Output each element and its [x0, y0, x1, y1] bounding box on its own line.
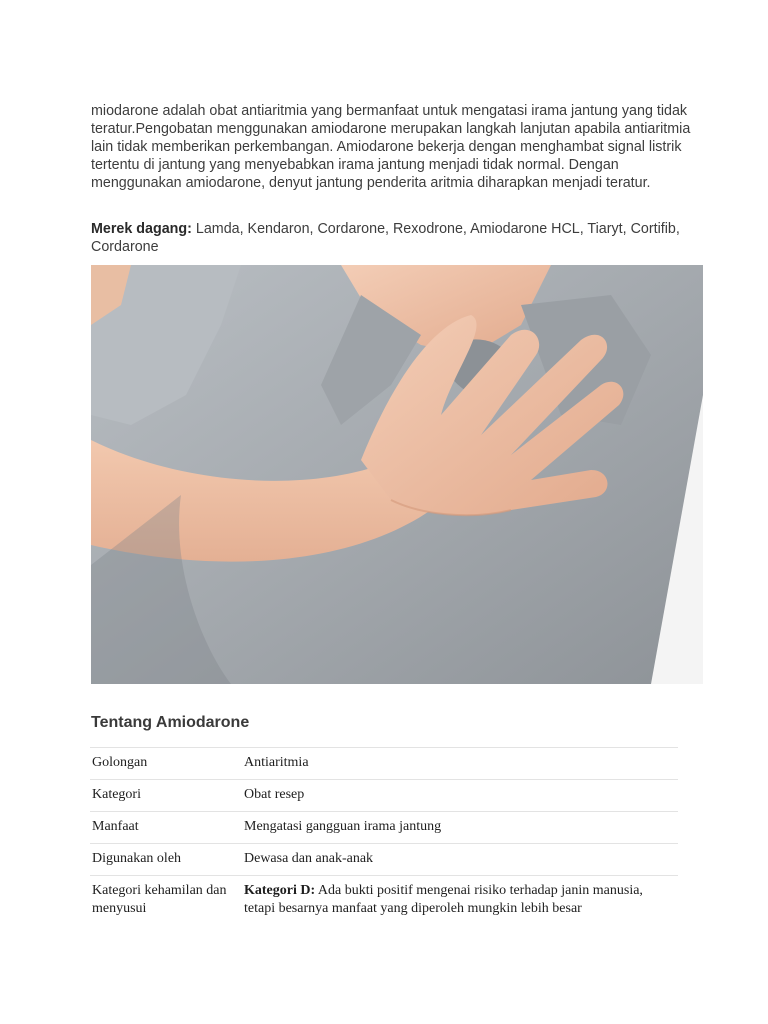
section-title: Tentang Amiodarone: [91, 714, 250, 731]
table-row: [90, 748, 678, 780]
drug-info-table: [90, 747, 678, 925]
brand-names-value: Lamda, Kendaron, Cordarone, Rexodrone, Amiodarone HCL, Tiaryt, Cortifib, Cordarone: [91, 221, 680, 255]
table-row: [90, 812, 678, 844]
intro-paragraph: miodarone adalah obat antiaritmia yang bermanfaat untuk mengatasi irama jantung yang tidak teratur.Pengobatan menggunakan amiodarone merupakan langkah lanjutan apabila antiaritmia lain tidak memberikan perkembangan. Amiodarone bekerja dengan menghambat signal listrik tertentu di jantung yang menyebabkan irama jantung menjadi tidak normal. Dengan menggunakan amiodarone, denyut jantung penderita aritmia diharapkan menjadi teratur.: [91, 103, 691, 191]
brand-names: [91, 220, 691, 256]
brand-names-label: Merek dagang:: [91, 221, 192, 237]
row-key: Golongan: [92, 755, 148, 770]
row-value-label: Kategori D:: [244, 883, 316, 898]
row-key: Manfaat: [92, 819, 139, 834]
table-row: [90, 780, 678, 812]
row-value: [242, 876, 678, 926]
row-value: Antiaritmia: [244, 755, 309, 770]
row-key: Digunakan oleh: [92, 851, 182, 866]
table-row: [90, 876, 678, 926]
row-value: Mengatasi gangguan irama jantung: [244, 819, 442, 834]
row-key: Kategori: [92, 787, 141, 802]
row-value-text: Ada bukti positif mengenai risiko terhadap janin manusia, tetapi besarnya manfaat yang diperoleh mungkin lebih besar: [244, 883, 643, 916]
row-value: Obat resep: [244, 787, 305, 802]
table-row: [90, 844, 678, 876]
row-value: Dewasa dan anak-anak: [244, 851, 374, 866]
chest-hand-photo: [91, 265, 703, 684]
row-key: Kategori kehamilan dan menyusui: [92, 883, 227, 916]
